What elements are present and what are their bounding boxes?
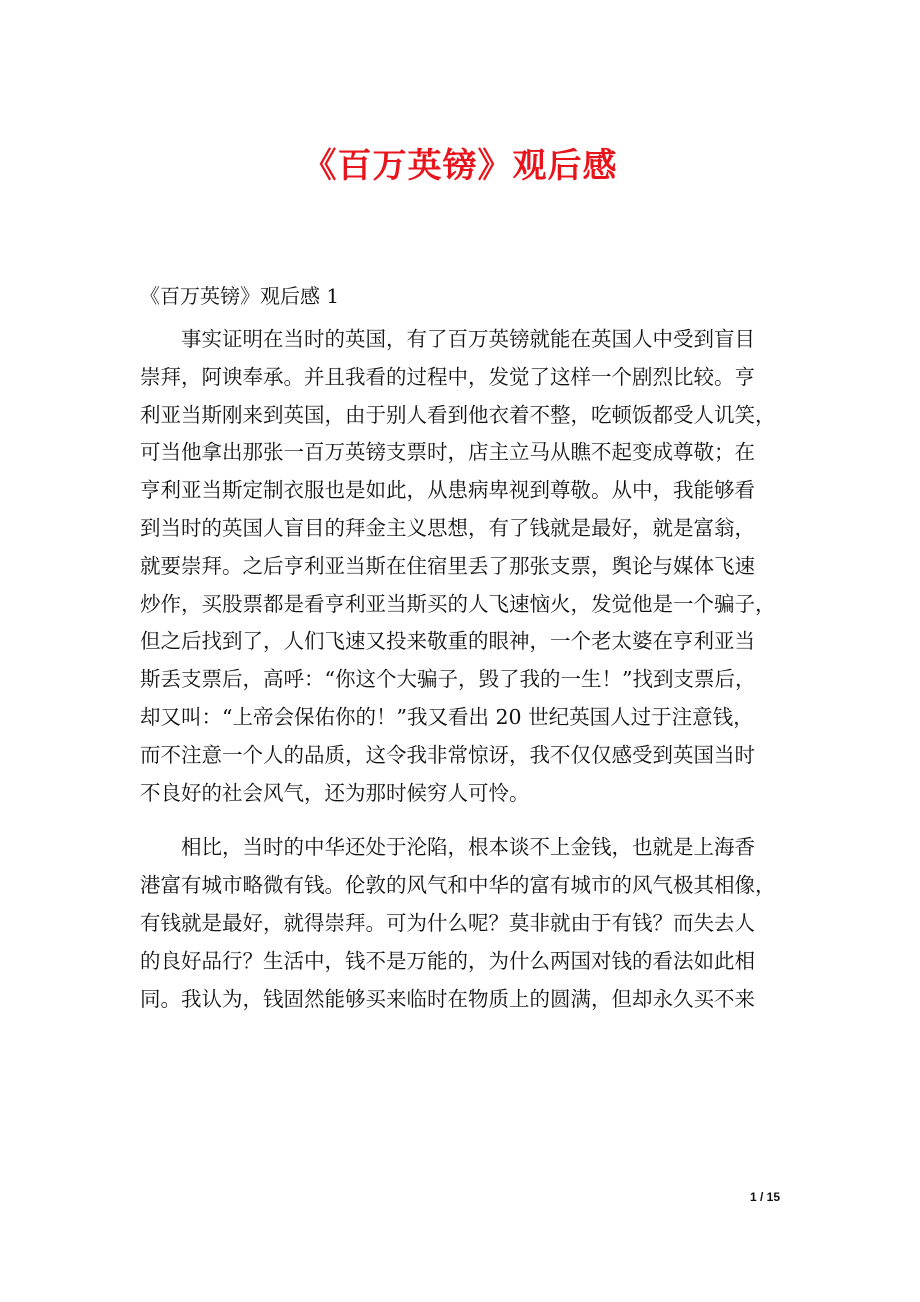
- paragraph-line: 有钱就是最好，就得崇拜。可为什么呢？莫非就由于有钱？而失去人: [140, 910, 755, 935]
- paragraph-line: 却又叫：“上帝会保佑你的！”我又看出 20 世纪英国人过于注意钱，: [140, 704, 754, 729]
- paragraph-line: 炒作，买股票都是看亨利亚当斯买的人飞速恼火，发觉他是一个骗子，: [140, 591, 776, 616]
- paragraph-line: 斯丢支票后，高呼：“你这个大骗子，毁了我的一生！”找到支票后，: [140, 667, 756, 692]
- paragraph-line: 崇拜，阿谀奉承。并且我看的过程中，发觉了这样一个剧烈比较。亨: [140, 364, 755, 389]
- paragraph-line: 相比，当时的中华还处于沦陷，根本谈不上金钱，也就是上海香: [140, 835, 755, 860]
- paragraph-line: 亨利亚当斯定制衣服也是如此，从患病卑视到尊敬。从中，我能够看: [140, 478, 755, 503]
- paragraph-line: 就要崇拜。之后亨利亚当斯在住宿里丢了那张支票，舆论与媒体飞速: [140, 553, 755, 578]
- paragraph-line: 同。我认为，钱固然能够买来临时在物质上的圆满，但却永久买不来: [140, 986, 755, 1011]
- section-heading: 《百万英镑》观后感 1: [140, 284, 340, 308]
- paragraph-gap: [140, 812, 782, 829]
- paragraph: [140, 829, 782, 1018]
- page-number: 1 / 15: [749, 1190, 780, 1204]
- paragraph-line: 港富有城市略微有钱。伦敦的风气和中华的富有城市的风气极其相像，: [140, 873, 776, 898]
- paragraph-line: 利亚当斯刚来到英国，由于别人看到他衣着不整，吃顿饭都受人讥笑，: [140, 402, 776, 427]
- paragraph-line: 的良好品行？生活中，钱不是万能的，为什么两国对钱的看法如此相: [140, 948, 755, 973]
- paragraph-line: 事实证明在当时的英国，有了百万英镑就能在英国人中受到盲目: [140, 327, 755, 351]
- paragraph-line: 不良好的社会风气，还为那时候穷人可怜。: [140, 780, 530, 805]
- document-title: 《百万英镑》观后感: [302, 146, 618, 186]
- paragraph-line: 到当时的英国人盲目的拜金主义思想，有了钱就是最好，就是富翁，: [140, 515, 755, 540]
- paragraph-line: 但之后找到了，人们飞速又投来敬重的眼神，一个老太婆在亨利亚当: [140, 629, 755, 654]
- paragraph-line: 可当他拿出那张一百万英镑支票时，店主立马从瞧不起变成尊敬；在: [140, 440, 755, 465]
- document-body: [140, 321, 782, 1018]
- paragraph: [140, 321, 782, 812]
- paragraph-line: 而不注意一个人的品质，这令我非常惊讶，我不仅仅感受到英国当时: [140, 742, 755, 767]
